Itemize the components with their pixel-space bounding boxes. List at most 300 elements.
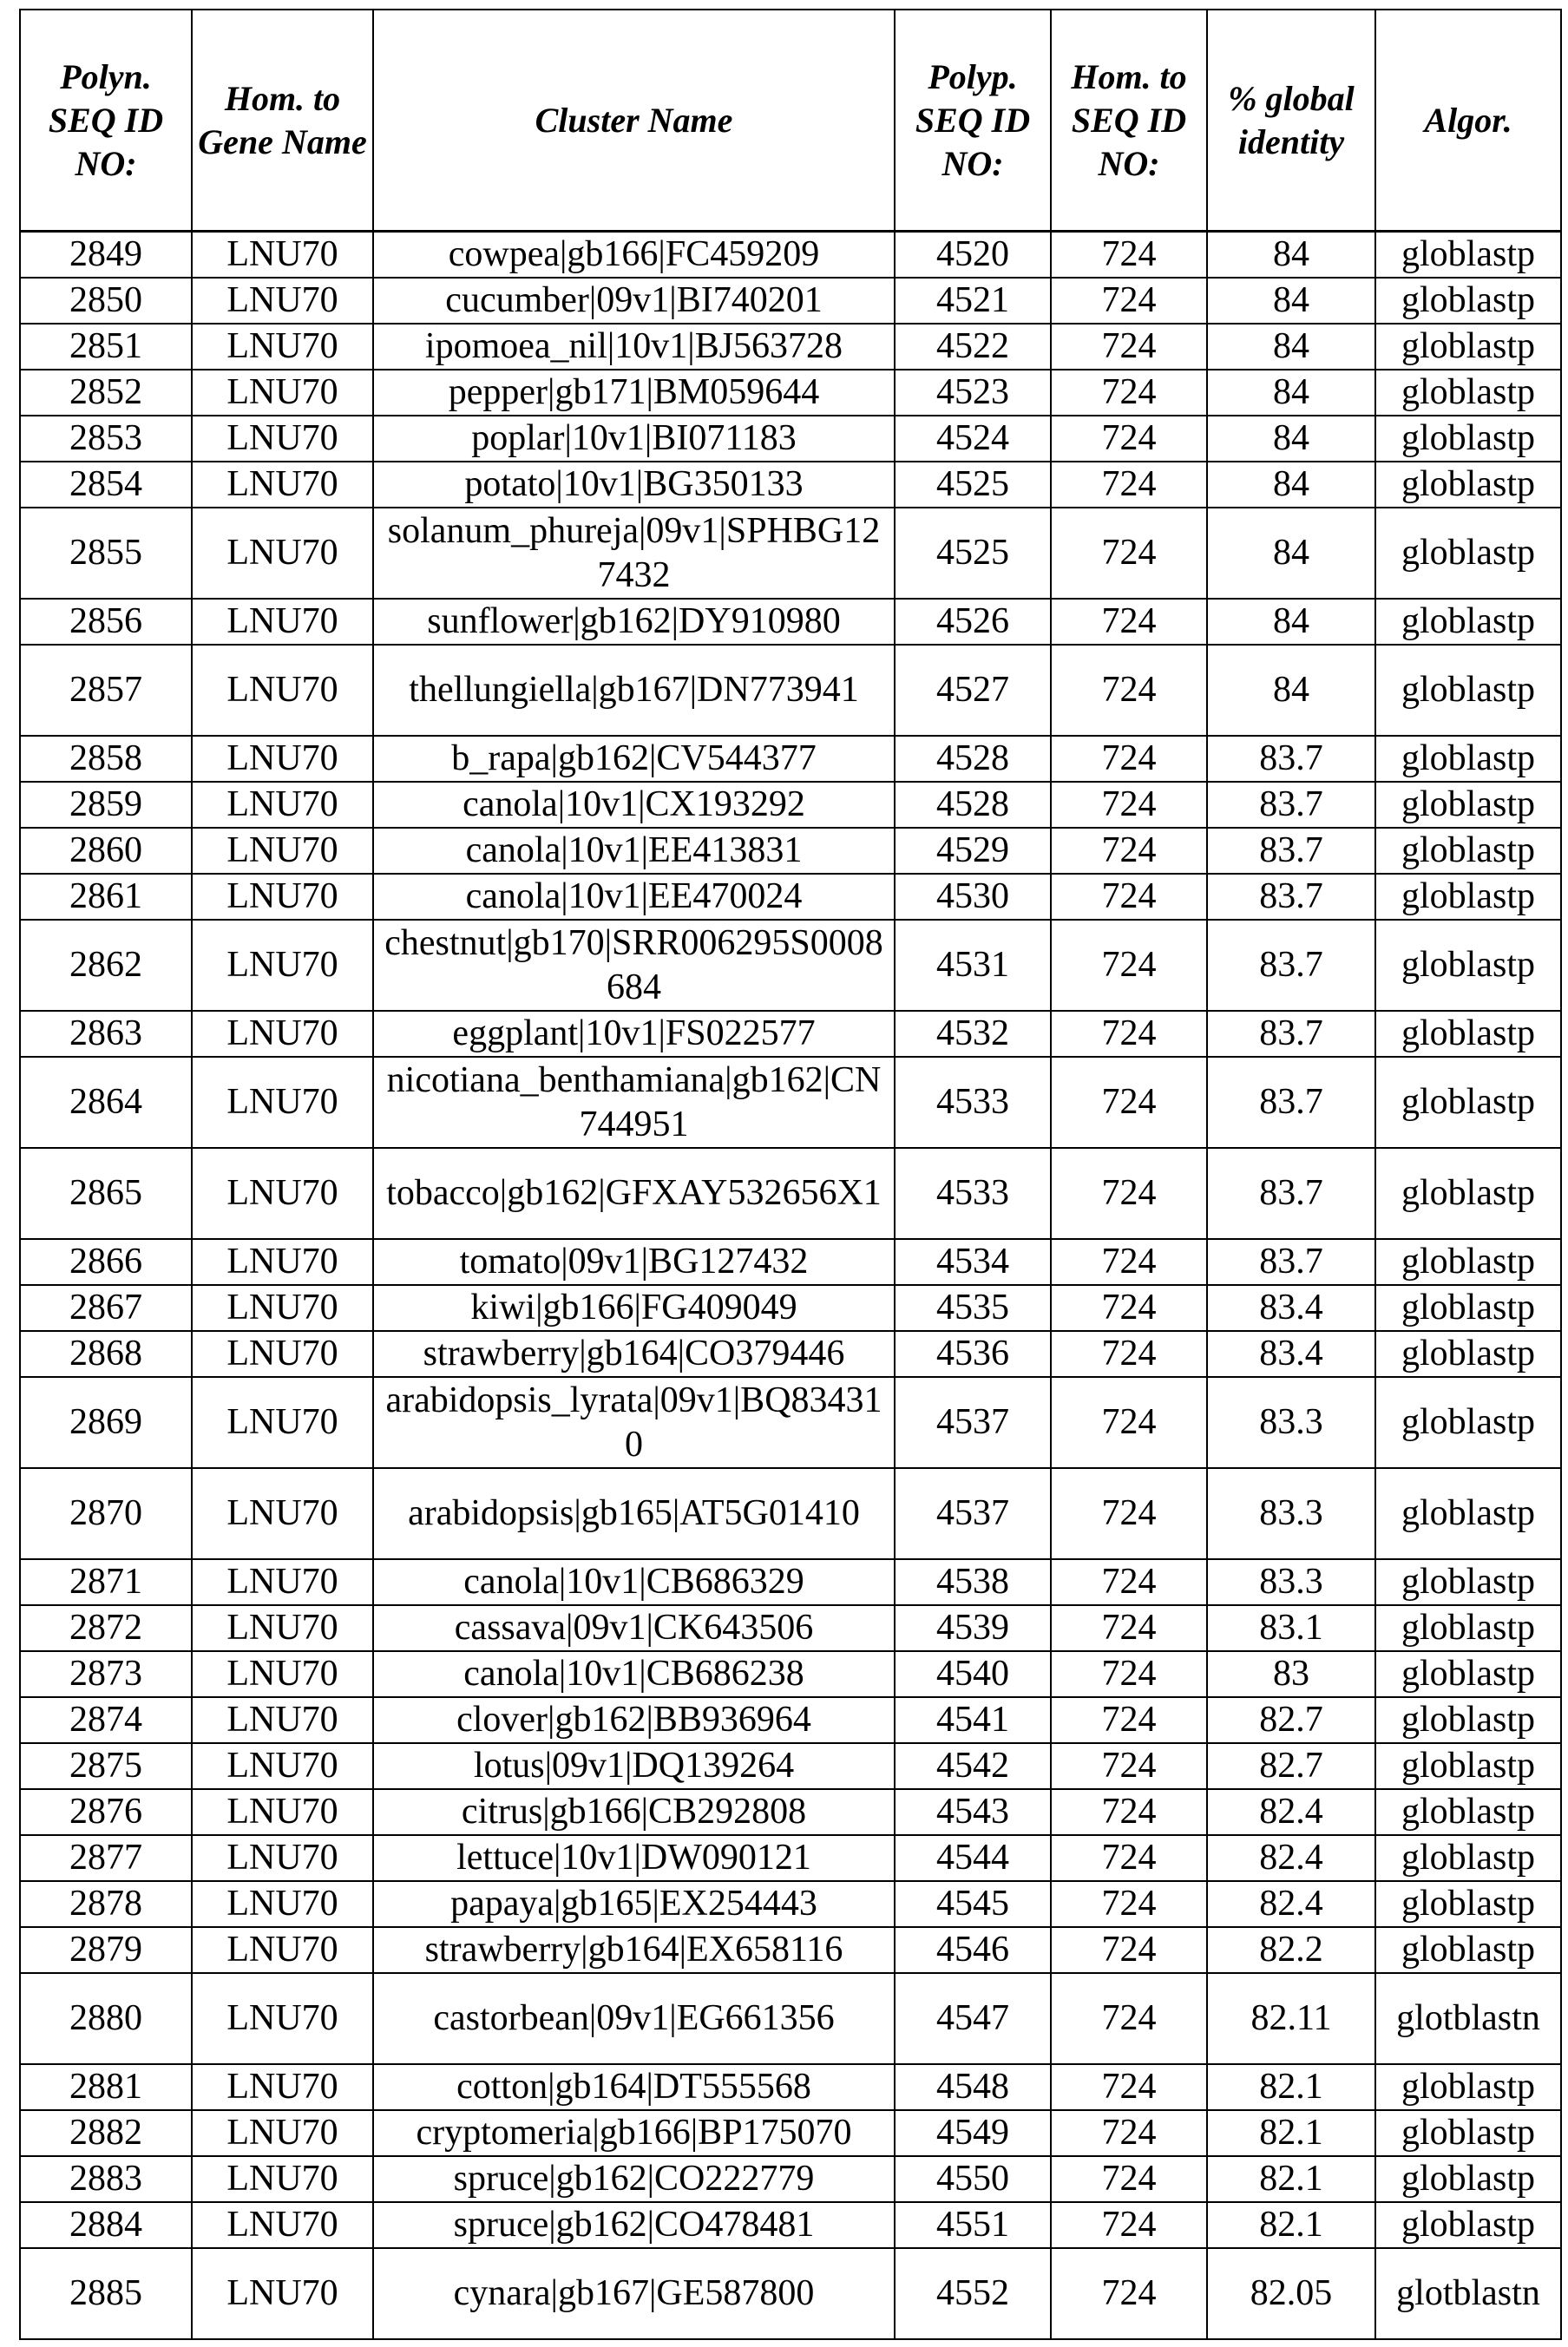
cell-hom-seq-id: 724 [1051,278,1207,324]
table-row [20,920,1561,1011]
cell-polyn-seq-id: 2860 [20,828,192,874]
cell-polyn-seq-id: 2877 [20,1835,192,1881]
cell-algor: globlastp [1375,2202,1561,2248]
cell-gene-name: LNU70 [192,1927,373,1973]
cell-global-identity: 82.11 [1207,1973,1375,2064]
cell-hom-seq-id: 724 [1051,2110,1207,2156]
table-row [20,1148,1561,1239]
cell-hom-seq-id: 724 [1051,874,1207,920]
cell-polyn-seq-id: 2872 [20,1605,192,1651]
cell-hom-seq-id: 724 [1051,370,1207,416]
cell-polyn-seq-id: 2878 [20,1881,192,1927]
cell-hom-seq-id: 724 [1051,1881,1207,1927]
cell-cluster-name: canola|10v1|CX193292 [373,782,895,828]
cell-polyp-seq-id: 4547 [895,1973,1051,2064]
cell-global-identity: 83.7 [1207,828,1375,874]
cell-gene-name: LNU70 [192,1377,373,1468]
table-row [20,1789,1561,1835]
cell-gene-name: LNU70 [192,1057,373,1148]
cell-polyp-seq-id: 4543 [895,1789,1051,1835]
cell-hom-seq-id: 724 [1051,1927,1207,1973]
cell-gene-name: LNU70 [192,1559,373,1605]
cell-cluster-name: canola|10v1|CB686238 [373,1651,895,1697]
header-algor: Algor. [1375,10,1561,232]
table-row [20,1377,1561,1468]
cell-cluster-name: papaya|gb165|EX254443 [373,1881,895,1927]
table-row [20,1697,1561,1743]
cell-global-identity: 84 [1207,232,1375,279]
cell-cluster-name: castorbean|09v1|EG661356 [373,1973,895,2064]
cell-cluster-name: b_rapa|gb162|CV544377 [373,736,895,782]
cell-cluster-name: cucumber|09v1|BI740201 [373,278,895,324]
cell-polyp-seq-id: 4526 [895,599,1051,645]
cell-polyp-seq-id: 4536 [895,1331,1051,1377]
cell-algor: globlastp [1375,1377,1561,1468]
cell-cluster-name: citrus|gb166|CB292808 [373,1789,895,1835]
cell-gene-name: LNU70 [192,2202,373,2248]
cell-gene-name: LNU70 [192,1468,373,1559]
cell-gene-name: LNU70 [192,1148,373,1239]
cell-hom-seq-id: 724 [1051,645,1207,736]
cell-global-identity: 82.2 [1207,1927,1375,1973]
cell-global-identity: 83.4 [1207,1331,1375,1377]
table-row [20,1331,1561,1377]
cell-polyn-seq-id: 2864 [20,1057,192,1148]
cell-algor: globlastp [1375,1789,1561,1835]
table-row [20,232,1561,279]
table-header-row [20,10,1561,232]
cell-hom-seq-id: 724 [1051,232,1207,279]
table-row [20,1651,1561,1697]
cell-global-identity: 83.3 [1207,1559,1375,1605]
cell-algor: globlastp [1375,1285,1561,1331]
cell-algor: globlastp [1375,828,1561,874]
table-row [20,645,1561,736]
cell-gene-name: LNU70 [192,1881,373,1927]
cell-polyp-seq-id: 4548 [895,2064,1051,2110]
cell-hom-seq-id: 724 [1051,782,1207,828]
cell-hom-seq-id: 724 [1051,2156,1207,2202]
cell-algor: globlastp [1375,416,1561,462]
header-polyp-seq-id: Polyp. SEQ ID NO: [895,10,1051,232]
cell-gene-name: LNU70 [192,278,373,324]
table-row [20,2110,1561,2156]
cell-gene-name: LNU70 [192,1331,373,1377]
cell-hom-seq-id: 724 [1051,1148,1207,1239]
cell-gene-name: LNU70 [192,462,373,508]
table-row [20,2202,1561,2248]
cell-gene-name: LNU70 [192,416,373,462]
cell-gene-name: LNU70 [192,645,373,736]
cell-algor: globlastp [1375,1148,1561,1239]
cell-polyp-seq-id: 4541 [895,1697,1051,1743]
cell-polyn-seq-id: 2859 [20,782,192,828]
cell-gene-name: LNU70 [192,1835,373,1881]
cell-cluster-name: canola|10v1|CB686329 [373,1559,895,1605]
cell-polyp-seq-id: 4544 [895,1835,1051,1881]
cell-global-identity: 83.3 [1207,1468,1375,1559]
cell-polyp-seq-id: 4525 [895,462,1051,508]
cell-hom-seq-id: 724 [1051,2064,1207,2110]
cell-cluster-name: tobacco|gb162|GFXAY532656X1 [373,1148,895,1239]
cell-polyn-seq-id: 2874 [20,1697,192,1743]
cell-hom-seq-id: 724 [1051,1835,1207,1881]
cell-algor: globlastp [1375,1927,1561,1973]
cell-polyp-seq-id: 4550 [895,2156,1051,2202]
cell-hom-seq-id: 724 [1051,416,1207,462]
cell-polyn-seq-id: 2868 [20,1331,192,1377]
cell-polyn-seq-id: 2854 [20,462,192,508]
table-row [20,324,1561,370]
cell-polyn-seq-id: 2884 [20,2202,192,2248]
cell-algor: globlastp [1375,1468,1561,1559]
table-row [20,1559,1561,1605]
cell-polyp-seq-id: 4524 [895,416,1051,462]
cell-polyn-seq-id: 2850 [20,278,192,324]
cell-polyn-seq-id: 2873 [20,1651,192,1697]
cell-global-identity: 83.1 [1207,1605,1375,1651]
cell-algor: globlastp [1375,874,1561,920]
cell-algor: globlastp [1375,1057,1561,1148]
cell-polyp-seq-id: 4545 [895,1881,1051,1927]
cell-cluster-name: lotus|09v1|DQ139264 [373,1743,895,1789]
table-row [20,462,1561,508]
table-row [20,736,1561,782]
cell-algor: glotblastn [1375,1973,1561,2064]
cell-polyp-seq-id: 4539 [895,1605,1051,1651]
cell-cluster-name: cowpea|gb166|FC459209 [373,232,895,279]
cell-algor: globlastp [1375,1697,1561,1743]
cell-global-identity: 83.7 [1207,874,1375,920]
header-global-identity: % global identity [1207,10,1375,232]
cell-gene-name: LNU70 [192,874,373,920]
table-row [20,1011,1561,1057]
cell-gene-name: LNU70 [192,1743,373,1789]
table-row [20,1239,1561,1285]
cell-cluster-name: canola|10v1|EE413831 [373,828,895,874]
document-page [19,9,1560,2340]
cell-global-identity: 82.4 [1207,1881,1375,1927]
cell-algor: globlastp [1375,1559,1561,1605]
cell-hom-seq-id: 724 [1051,1651,1207,1697]
cell-polyp-seq-id: 4521 [895,278,1051,324]
cell-algor: globlastp [1375,1835,1561,1881]
cell-hom-seq-id: 724 [1051,1239,1207,1285]
cell-algor: globlastp [1375,1331,1561,1377]
cell-polyn-seq-id: 2862 [20,920,192,1011]
cell-cluster-name: potato|10v1|BG350133 [373,462,895,508]
cell-polyp-seq-id: 4549 [895,2110,1051,2156]
cell-global-identity: 83.3 [1207,1377,1375,1468]
cell-polyn-seq-id: 2870 [20,1468,192,1559]
cell-algor: globlastp [1375,736,1561,782]
cell-global-identity: 82.7 [1207,1697,1375,1743]
cell-polyp-seq-id: 4529 [895,828,1051,874]
cell-cluster-name: tomato|09v1|BG127432 [373,1239,895,1285]
cell-gene-name: LNU70 [192,2156,373,2202]
cell-cluster-name: cryptomeria|gb166|BP175070 [373,2110,895,2156]
table-row [20,2064,1561,2110]
cell-hom-seq-id: 724 [1051,1377,1207,1468]
cell-global-identity: 82.4 [1207,1789,1375,1835]
table-row [20,828,1561,874]
cell-polyp-seq-id: 4542 [895,1743,1051,1789]
cell-polyp-seq-id: 4522 [895,324,1051,370]
cell-polyn-seq-id: 2852 [20,370,192,416]
cell-polyp-seq-id: 4533 [895,1057,1051,1148]
cell-cluster-name: cotton|gb164|DT555568 [373,2064,895,2110]
cell-global-identity: 83.4 [1207,1285,1375,1331]
cell-global-identity: 83.7 [1207,1011,1375,1057]
cell-cluster-name: thellungiella|gb167|DN773941 [373,645,895,736]
cell-cluster-name: arabidopsis_lyrata|09v1|BQ834310 [373,1377,895,1468]
cell-hom-seq-id: 724 [1051,324,1207,370]
cell-cluster-name: cynara|gb167|GE587800 [373,2248,895,2339]
cell-cluster-name: nicotiana_benthamiana|gb162|CN744951 [373,1057,895,1148]
cell-cluster-name: strawberry|gb164|CO379446 [373,1331,895,1377]
cell-gene-name: LNU70 [192,1605,373,1651]
cell-polyp-seq-id: 4546 [895,1927,1051,1973]
cell-hom-seq-id: 724 [1051,2202,1207,2248]
cell-polyp-seq-id: 4538 [895,1559,1051,1605]
cell-gene-name: LNU70 [192,324,373,370]
cell-hom-seq-id: 724 [1051,1973,1207,2064]
cell-hom-seq-id: 724 [1051,1331,1207,1377]
cell-algor: glotblastn [1375,2248,1561,2339]
cell-gene-name: LNU70 [192,232,373,279]
cell-cluster-name: pepper|gb171|BM059644 [373,370,895,416]
cell-polyn-seq-id: 2855 [20,508,192,599]
cell-global-identity: 83.7 [1207,782,1375,828]
cell-polyn-seq-id: 2853 [20,416,192,462]
cell-cluster-name: kiwi|gb166|FG409049 [373,1285,895,1331]
cell-polyp-seq-id: 4533 [895,1148,1051,1239]
cell-hom-seq-id: 724 [1051,1605,1207,1651]
cell-global-identity: 82.1 [1207,2156,1375,2202]
cell-hom-seq-id: 724 [1051,828,1207,874]
cell-polyp-seq-id: 4537 [895,1468,1051,1559]
cell-global-identity: 84 [1207,462,1375,508]
cell-polyn-seq-id: 2885 [20,2248,192,2339]
cell-polyp-seq-id: 4537 [895,1377,1051,1468]
cell-algor: globlastp [1375,782,1561,828]
cell-global-identity: 83.7 [1207,1148,1375,1239]
cell-polyn-seq-id: 2881 [20,2064,192,2110]
table-row [20,599,1561,645]
cell-global-identity: 83.7 [1207,920,1375,1011]
cell-global-identity: 82.1 [1207,2110,1375,2156]
cell-global-identity: 82.7 [1207,1743,1375,1789]
cell-polyn-seq-id: 2867 [20,1285,192,1331]
table-row [20,782,1561,828]
cell-cluster-name: chestnut|gb170|SRR006295S0008684 [373,920,895,1011]
cell-algor: globlastp [1375,2110,1561,2156]
cell-algor: globlastp [1375,645,1561,736]
cell-algor: globlastp [1375,599,1561,645]
cell-gene-name: LNU70 [192,2064,373,2110]
cell-cluster-name: spruce|gb162|CO222779 [373,2156,895,2202]
cell-hom-seq-id: 724 [1051,462,1207,508]
cell-polyp-seq-id: 4552 [895,2248,1051,2339]
header-hom-gene-name: Hom. to Gene Name [192,10,373,232]
cell-global-identity: 84 [1207,278,1375,324]
cell-polyp-seq-id: 4530 [895,874,1051,920]
cell-hom-seq-id: 724 [1051,1285,1207,1331]
cell-hom-seq-id: 724 [1051,1697,1207,1743]
cell-cluster-name: spruce|gb162|CO478481 [373,2202,895,2248]
cell-cluster-name: poplar|10v1|BI071183 [373,416,895,462]
header-hom-seq-id: Hom. to SEQ ID NO: [1051,10,1207,232]
cell-gene-name: LNU70 [192,782,373,828]
cell-algor: globlastp [1375,324,1561,370]
cell-gene-name: LNU70 [192,1285,373,1331]
cell-gene-name: LNU70 [192,1789,373,1835]
cell-polyn-seq-id: 2863 [20,1011,192,1057]
cell-global-identity: 84 [1207,645,1375,736]
cell-global-identity: 82.05 [1207,2248,1375,2339]
cell-polyn-seq-id: 2883 [20,2156,192,2202]
table-row [20,1881,1561,1927]
cell-gene-name: LNU70 [192,920,373,1011]
cell-polyp-seq-id: 4531 [895,920,1051,1011]
table-row [20,278,1561,324]
cell-gene-name: LNU70 [192,2248,373,2339]
cell-polyn-seq-id: 2857 [20,645,192,736]
cell-polyn-seq-id: 2880 [20,1973,192,2064]
table-row [20,1468,1561,1559]
cell-cluster-name: eggplant|10v1|FS022577 [373,1011,895,1057]
cell-global-identity: 82.1 [1207,2202,1375,2248]
cell-polyn-seq-id: 2866 [20,1239,192,1285]
cell-algor: globlastp [1375,370,1561,416]
cell-algor: globlastp [1375,278,1561,324]
cell-cluster-name: solanum_phureja|09v1|SPHBG127432 [373,508,895,599]
cell-hom-seq-id: 724 [1051,2248,1207,2339]
cell-hom-seq-id: 724 [1051,1057,1207,1148]
cell-algor: globlastp [1375,1605,1561,1651]
table-row [20,1605,1561,1651]
cell-polyp-seq-id: 4528 [895,782,1051,828]
header-polyn-seq-id: Polyn. SEQ ID NO: [20,10,192,232]
cell-algor: globlastp [1375,920,1561,1011]
table-row [20,1057,1561,1148]
cell-gene-name: LNU70 [192,828,373,874]
cell-polyp-seq-id: 4528 [895,736,1051,782]
cell-cluster-name: canola|10v1|EE470024 [373,874,895,920]
cell-hom-seq-id: 724 [1051,599,1207,645]
cell-polyn-seq-id: 2875 [20,1743,192,1789]
cell-cluster-name: ipomoea_nil|10v1|BJ563728 [373,324,895,370]
cell-polyn-seq-id: 2871 [20,1559,192,1605]
table-row [20,874,1561,920]
cell-polyn-seq-id: 2858 [20,736,192,782]
cell-global-identity: 84 [1207,599,1375,645]
table-row [20,1743,1561,1789]
homolog-table [19,9,1562,2340]
cell-polyp-seq-id: 4527 [895,645,1051,736]
header-cluster-name: Cluster Name [373,10,895,232]
cell-gene-name: LNU70 [192,599,373,645]
cell-global-identity: 82.4 [1207,1835,1375,1881]
cell-algor: globlastp [1375,232,1561,279]
cell-gene-name: LNU70 [192,736,373,782]
table-row [20,2156,1561,2202]
cell-polyn-seq-id: 2849 [20,232,192,279]
cell-polyp-seq-id: 4535 [895,1285,1051,1331]
cell-algor: globlastp [1375,1881,1561,1927]
table-row [20,1927,1561,1973]
cell-global-identity: 83.7 [1207,1057,1375,1148]
cell-global-identity: 82.1 [1207,2064,1375,2110]
cell-polyp-seq-id: 4523 [895,370,1051,416]
cell-cluster-name: clover|gb162|BB936964 [373,1697,895,1743]
table-body [20,232,1561,2340]
cell-algor: globlastp [1375,2156,1561,2202]
cell-global-identity: 84 [1207,370,1375,416]
cell-polyn-seq-id: 2879 [20,1927,192,1973]
cell-polyp-seq-id: 4520 [895,232,1051,279]
cell-polyn-seq-id: 2869 [20,1377,192,1468]
cell-polyp-seq-id: 4532 [895,1011,1051,1057]
table-row [20,1835,1561,1881]
cell-polyn-seq-id: 2876 [20,1789,192,1835]
cell-algor: globlastp [1375,1011,1561,1057]
table-row [20,416,1561,462]
cell-algor: globlastp [1375,1651,1561,1697]
cell-gene-name: LNU70 [192,1973,373,2064]
cell-algor: globlastp [1375,508,1561,599]
cell-cluster-name: arabidopsis|gb165|AT5G01410 [373,1468,895,1559]
cell-hom-seq-id: 724 [1051,508,1207,599]
cell-gene-name: LNU70 [192,1011,373,1057]
cell-cluster-name: cassava|09v1|CK643506 [373,1605,895,1651]
cell-gene-name: LNU70 [192,1239,373,1285]
cell-global-identity: 84 [1207,508,1375,599]
cell-gene-name: LNU70 [192,370,373,416]
cell-algor: globlastp [1375,462,1561,508]
cell-polyp-seq-id: 4534 [895,1239,1051,1285]
cell-cluster-name: lettuce|10v1|DW090121 [373,1835,895,1881]
cell-cluster-name: strawberry|gb164|EX658116 [373,1927,895,1973]
cell-algor: globlastp [1375,2064,1561,2110]
cell-hom-seq-id: 724 [1051,736,1207,782]
table-row [20,2248,1561,2339]
cell-hom-seq-id: 724 [1051,1789,1207,1835]
cell-algor: globlastp [1375,1743,1561,1789]
cell-polyp-seq-id: 4525 [895,508,1051,599]
cell-hom-seq-id: 724 [1051,1559,1207,1605]
cell-polyp-seq-id: 4540 [895,1651,1051,1697]
cell-polyn-seq-id: 2882 [20,2110,192,2156]
cell-global-identity: 83.7 [1207,1239,1375,1285]
cell-global-identity: 84 [1207,416,1375,462]
table-row [20,508,1561,599]
cell-gene-name: LNU70 [192,2110,373,2156]
cell-hom-seq-id: 724 [1051,1468,1207,1559]
cell-polyn-seq-id: 2856 [20,599,192,645]
table-row [20,1973,1561,2064]
cell-polyn-seq-id: 2861 [20,874,192,920]
cell-algor: globlastp [1375,1239,1561,1285]
table-row [20,1285,1561,1331]
cell-polyp-seq-id: 4551 [895,2202,1051,2248]
cell-polyn-seq-id: 2851 [20,324,192,370]
table-row [20,370,1561,416]
cell-gene-name: LNU70 [192,508,373,599]
cell-gene-name: LNU70 [192,1697,373,1743]
cell-cluster-name: sunflower|gb162|DY910980 [373,599,895,645]
cell-polyn-seq-id: 2865 [20,1148,192,1239]
